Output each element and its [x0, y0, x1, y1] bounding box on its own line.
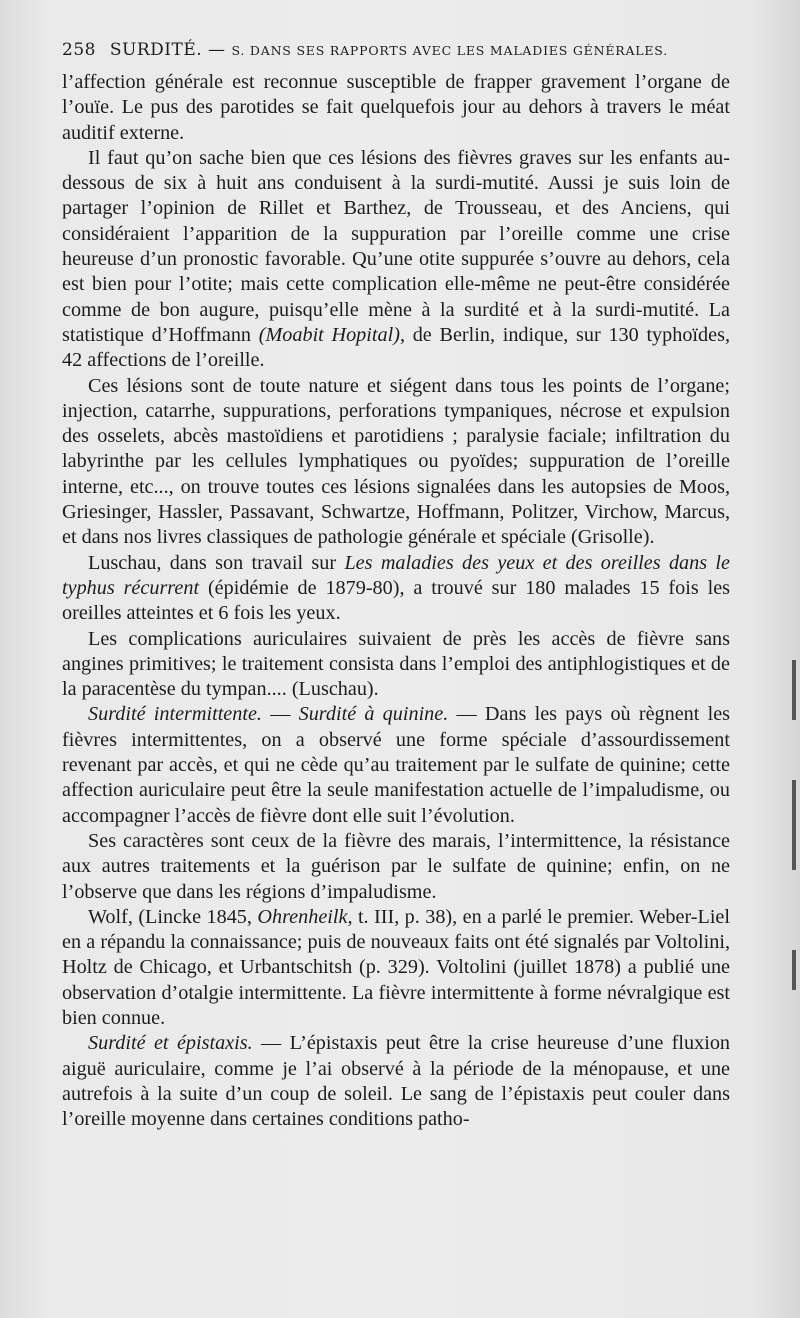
- paragraph-text: Ces lésions sont de toute nature et siégent dans tous les points de l’organe; injection, catarrhe, suppurations, perforations tympaniques, nécrose et expulsion des osselets, abcès mastoïdiens et parotidiens ; paralysie faciale; infiltration du labyrinthe par les cellules lymphatiques ou pyoïdes; suppuration de l’oreille interne, etc..., on trouve toutes ces lésions signalées dans les autopsies de Moos, Griesinger, Hassler, Passavant, Schwartze, Hoffmann, Politzer, Virchow, Marcus, et dans nos livres classiques de pathologie générale et spéciale (Grisolle).: [62, 374, 730, 549]
- paragraph-text: Ses caractères sont ceux de la fièvre des marais, l’intermittence, la résistance aux autres traitements et la guérison par le sulfate de quinine; enfin, on ne l’observe que dans les régions d’impaludisme.: [62, 829, 730, 903]
- paragraph-text: Il faut qu’on sache bien que ces lésions des fièvres graves sur les enfants au-dessous de six à huit ans conduisent à la surdi-mutité. Aussi je suis loin de partager l’opinion de Rillet et Barthez, de Trousseau, et des Anciens, qui considéraient l’apparition de la suppuration par l’oreille comme une crise heureuse d’un pronostic favorable. Qu’une otite suppurée s’ouvre au dehors, cela est bien pour l’otite; mais cette complication elle-même ne peut-être considérée comme de bon augure, puisqu’elle mène à la surdité et à la surdi-mutité. La statistique d’Hoffmann: [62, 146, 730, 346]
- section-title: S. DANS SES RAPPORTS AVEC LES MALADIES GÉNÉRALES.: [231, 43, 668, 58]
- page-edge-shadow: [792, 660, 796, 720]
- running-header: [62, 40, 742, 60]
- paragraph: [62, 1031, 730, 1132]
- paragraph-text: — L’épistaxis peut être la crise heureuse d’une fluxion aiguë auriculaire, comme je l’ai observé à la période de la ménopause, et une autrefois à la suite d’un coup de soleil. Le sang de l’épistaxis peut couler dans l’oreille moyenne dans certaines conditions patho-: [62, 1032, 731, 1131]
- paragraph: [62, 551, 730, 627]
- running-title: SURDITÉ. —: [109, 40, 226, 60]
- section-heading: Surdité intermittente.: [88, 703, 262, 726]
- paragraph: [62, 374, 730, 551]
- italic-reference: Ohrenheilk,: [257, 905, 353, 928]
- paragraph-text: Les complications auriculaires suivaient de près les accès de fièvre sans angines primitives; le traitement consista dans l’emploi des antiphlogistiques et de la paracentèse du tympan.... (Luschau).: [62, 627, 730, 701]
- body-text: [62, 70, 730, 1132]
- paragraph: [62, 905, 730, 1031]
- paragraph-text: t. III, p. 38), en a parlé le premier. Weber-Liel en a répandu la connaissance; puis de nouveaux faits ont été signalés par Voltolini, Holtz de Chicago, et Urbantschitsh (p. 329). Voltolini (juillet 1878) a publié une observation d’otalgie intermittente. La fièvre intermittente à forme névralgique est bien connue.: [62, 905, 731, 1029]
- section-heading: Surdité et épistaxis.: [88, 1032, 253, 1055]
- paragraph: [62, 70, 730, 146]
- page-edge-shadow: [792, 780, 796, 870]
- paragraph-text: , de Berlin, indique, sur 130 typhoïdes, 42 affections de l’oreille.: [62, 323, 731, 372]
- paragraph: [62, 829, 730, 905]
- paragraph-text: Luschau, dans son travail sur: [88, 551, 337, 574]
- paragraph-text: Wolf, (Lincke 1845,: [88, 905, 252, 928]
- paragraph-text: l’affection générale est reconnue susceptible de frapper gravement l’organe de l’ouïe. Le pus des parotides se fait quelquefois jour au dehors à travers le méat auditif externe.: [62, 71, 730, 144]
- dash: —: [270, 703, 291, 726]
- paragraph: [62, 146, 730, 374]
- page-number: 258: [62, 40, 96, 60]
- paragraph: [62, 702, 730, 828]
- paragraph-text: (épidémie de 1879-80), a trouvé sur 180 malades 15 fois les oreilles atteintes et 6 fois les yeux.: [62, 576, 731, 625]
- italic-title: Les maladies des yeux et des oreilles dans le typhus récurrent: [62, 551, 730, 599]
- page-edge-shadow: [792, 950, 796, 990]
- italic-reference: (Moabit Hopital): [258, 323, 400, 346]
- paragraph: [62, 627, 730, 703]
- section-heading: Surdité à quinine.: [298, 703, 449, 726]
- paragraph-text: — Dans les pays où règnent les fièvres intermittentes, on a observé une forme spéciale d’assourdissement revenant par accès, et qui ne cède qu’au traitement par le sulfate de quinine; cette affection auriculaire peut être la seule manifestation actuelle de l’impaludisme, ou accompagner l’accès de fièvre dont elle suit l’évolution.: [62, 703, 731, 827]
